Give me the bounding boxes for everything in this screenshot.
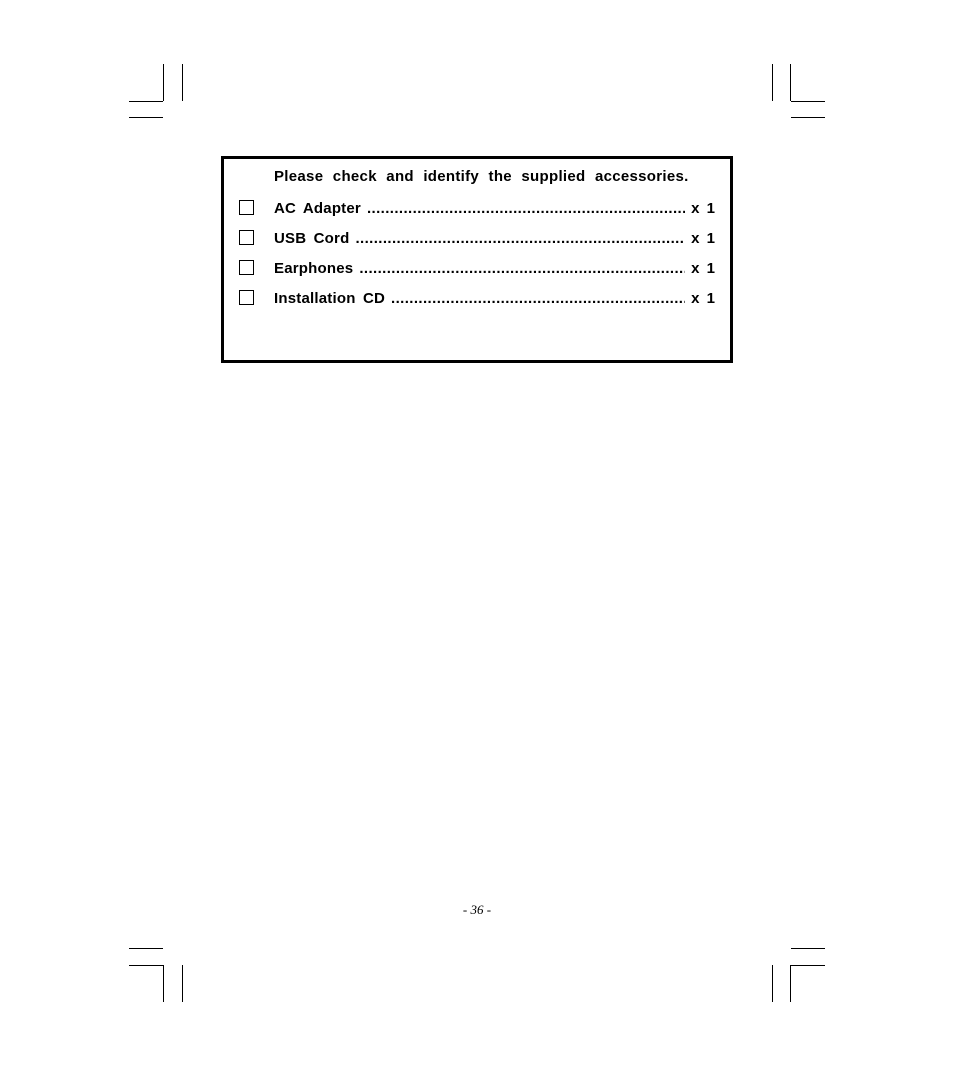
crop-mark	[163, 64, 164, 101]
dot-leader	[367, 200, 685, 217]
item-name: USB Cord	[274, 230, 350, 247]
list-item-ac-adapter	[239, 200, 715, 218]
item-name: Installation CD	[274, 290, 386, 307]
item-line	[274, 260, 715, 277]
crop-mark	[182, 64, 183, 101]
accessories-checklist-box	[221, 156, 733, 363]
checkbox[interactable]	[239, 260, 254, 275]
page-number: - 36 -	[462, 902, 492, 917]
checkbox[interactable]	[239, 290, 254, 305]
crop-mark	[791, 117, 825, 118]
crop-mark	[772, 965, 773, 1002]
list-item-earphones	[239, 260, 715, 278]
item-quantity: x 1	[691, 260, 715, 277]
crop-mark	[791, 101, 825, 102]
dot-leader	[355, 230, 685, 247]
item-line	[274, 200, 715, 217]
crop-mark	[182, 965, 183, 1002]
crop-mark	[790, 64, 791, 101]
crop-mark	[129, 965, 163, 966]
checkbox[interactable]	[239, 200, 254, 215]
dot-leader	[359, 260, 685, 277]
crop-mark	[129, 117, 163, 118]
item-line	[274, 230, 715, 247]
item-quantity: x 1	[691, 230, 715, 247]
crop-mark	[791, 965, 825, 966]
list-item-installation-cd	[239, 290, 715, 308]
crop-mark	[790, 965, 791, 1002]
item-name: Earphones	[274, 260, 354, 277]
crop-mark	[791, 948, 825, 949]
crop-mark	[163, 965, 164, 1002]
dot-leader	[391, 290, 685, 307]
crop-mark	[129, 948, 163, 949]
item-line	[274, 290, 715, 307]
item-name: AC Adapter	[274, 200, 361, 217]
crop-mark	[772, 64, 773, 101]
crop-mark	[129, 101, 163, 102]
checkbox[interactable]	[239, 230, 254, 245]
item-quantity: x 1	[691, 290, 715, 307]
list-item-usb-cord	[239, 230, 715, 248]
item-quantity: x 1	[691, 200, 715, 217]
checklist-heading: Please check and identify the supplied accessories.	[274, 168, 689, 185]
